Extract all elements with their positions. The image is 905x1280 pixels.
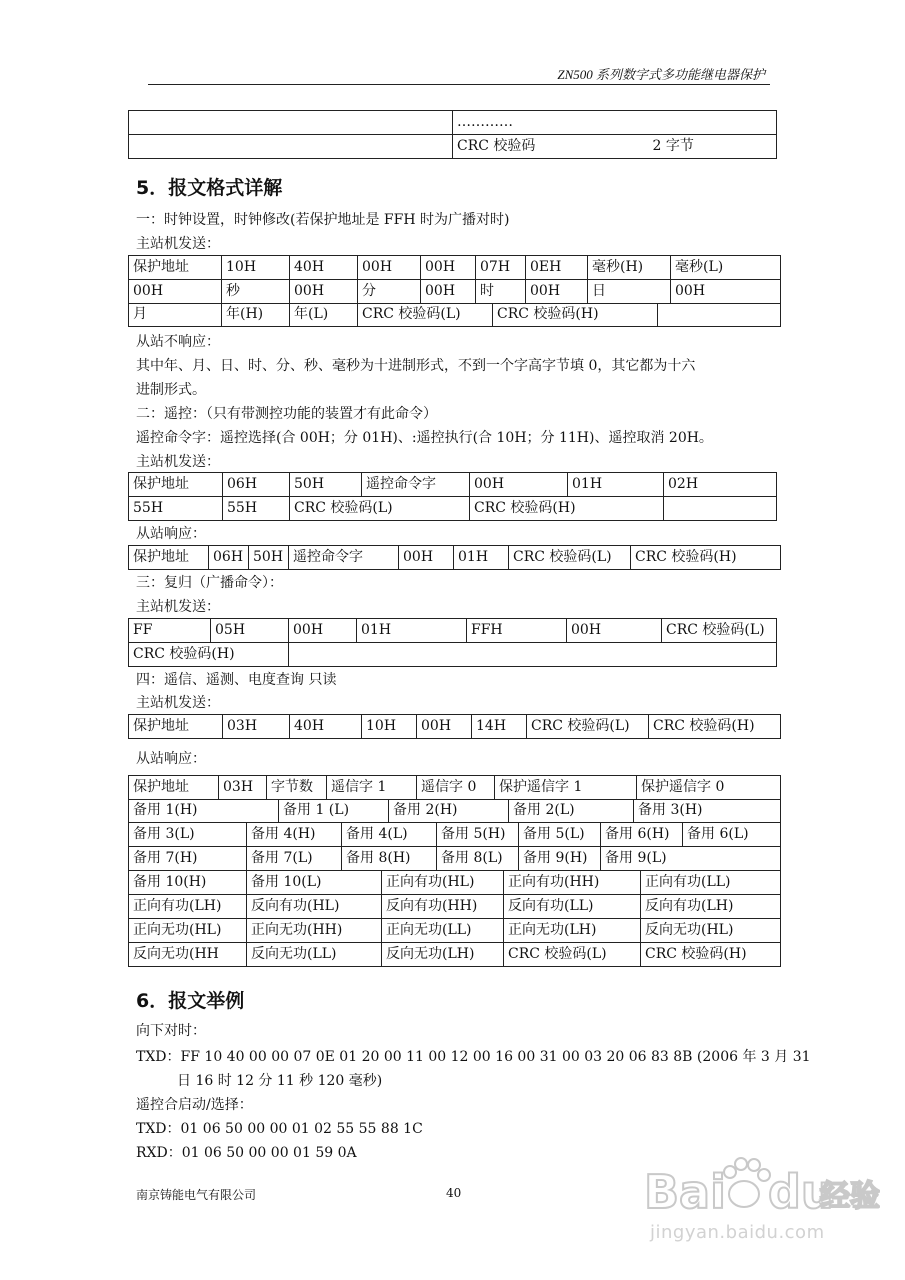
table-cell [664, 497, 777, 521]
table-cell: CRC 校验码(L) [504, 943, 641, 967]
table-row [129, 823, 781, 847]
remote-control-example-label: 遥控合启动/选择： [136, 1097, 253, 1113]
table-cell: 秒 [222, 280, 290, 304]
remote-control-cmd-desc: 遥控命令字：遥控选择(合 00H；分 01H)、:遥控执行(合 10H；分 11H)、遥控取消 20H。 [136, 430, 713, 446]
table-cell: ………… [453, 111, 777, 135]
table-cell: 备用 4(H) [247, 823, 342, 847]
table-cell: 备用 7(L) [247, 847, 342, 871]
table-cell: 03H [223, 715, 290, 739]
table-cell: CRC 校验码(L) [290, 497, 470, 521]
table-row [129, 643, 777, 667]
query-master-send-label: 主站机发送： [136, 695, 220, 711]
table-cell: 00H [526, 280, 588, 304]
table-cell: 备用 2(L) [509, 799, 634, 823]
table-cell: 01H [568, 473, 664, 497]
table-cell: 正向有功(HL) [382, 871, 504, 895]
table-cell: 00H [129, 280, 222, 304]
reset-master-send-label: 主站机发送： [136, 599, 220, 615]
table-cell: 年(H) [222, 303, 290, 327]
txd2-line: TXD：01 06 50 00 00 01 02 55 55 88 1C [136, 1121, 423, 1137]
table-row [129, 871, 781, 895]
table-row [129, 280, 781, 304]
table-cell: 正向有功(HH) [504, 871, 641, 895]
table-cell: 10H [362, 715, 417, 739]
table-cell: 备用 3(L) [129, 823, 247, 847]
section6-title: 6．报文举例 [136, 990, 245, 1012]
query-reply-row-1 [128, 775, 781, 800]
table-cell: 50H [249, 546, 289, 570]
table-row [129, 919, 781, 943]
table-cell: 反向有功(LL) [504, 895, 641, 919]
table-cell: 正向无功(HL) [129, 919, 247, 943]
table-cell: 正向无功(LH) [504, 919, 641, 943]
clock-command-table-row3 [128, 303, 781, 327]
table-cell: 反向无功(HH [129, 943, 247, 967]
table-cell: 遥信字 1 [327, 776, 417, 800]
table-cell [129, 111, 453, 135]
remote-control-intro: 二：遥控：（只有带测控功能的装置才有此命令） [136, 406, 437, 422]
time-sync-label: 向下对时： [136, 1023, 206, 1039]
footer-company: 南京铸能电气有限公司 [136, 1188, 257, 1202]
table-cell: 备用 5(L) [519, 823, 601, 847]
table-cell: 备用 3(H) [634, 799, 781, 823]
table-cell: 03H [219, 776, 267, 800]
table-cell: CRC 校验码(H) [631, 546, 781, 570]
txd1-line1: TXD：FF 10 40 00 00 07 0E 01 20 00 11 00 12 00 16 00 31 00 03 20 06 83 8B (2006 年 3 月 31 [136, 1049, 811, 1065]
table-cell: 保护遥信字 0 [637, 776, 781, 800]
query-intro: 四：遥信、遥测、电度查询 只读 [136, 672, 337, 688]
table-cell: 保护遥信字 1 [495, 776, 637, 800]
clock-master-send-label: 主站机发送： [136, 236, 220, 252]
table-cell: CRC 校验码(L) [527, 715, 649, 739]
table-cell: 00H [289, 619, 357, 643]
txd1-line2: 日 16 时 12 分 11 秒 120 毫秒) [177, 1073, 383, 1089]
table-cell: 00H [470, 473, 568, 497]
table-cell [289, 643, 777, 667]
table-cell: 备用 2(H) [389, 799, 509, 823]
table-cell: 02H [664, 473, 777, 497]
table-cell: 保护地址 [129, 715, 223, 739]
table-cell: 备用 6(H) [601, 823, 683, 847]
page-header-title: ZN500 系列数字式多功能继电器保护 [557, 67, 765, 82]
remote-control-master-send-label: 主站机发送： [136, 454, 220, 470]
watermark-bai-text: Bai [644, 1165, 726, 1219]
table-cell: 备用 10(H) [129, 871, 247, 895]
table-cell: 反向有功(HH) [382, 895, 504, 919]
table-cell: 备用 1 (L) [279, 799, 389, 823]
table-cell: CRC 校验码(H) [641, 943, 781, 967]
remote-control-send-table [128, 472, 777, 521]
table-cell: CRC 校验码(H) [129, 643, 289, 667]
table-cell: 00H [358, 256, 421, 280]
table-cell: 备用 9(H) [519, 847, 601, 871]
table-row [129, 256, 781, 280]
query-reply-row-3 [128, 823, 781, 847]
rxd2-line: RXD：01 06 50 00 00 01 59 0A [136, 1145, 357, 1161]
table-cell: CRC 校验码(H) [470, 497, 664, 521]
table-cell [658, 303, 781, 327]
table-cell: 备用 1(H) [129, 799, 279, 823]
table-cell: 2 字节 [649, 135, 777, 159]
table-cell: 40H [290, 715, 362, 739]
table-cell: 00H [417, 715, 472, 739]
table-cell: 正向无功(HH) [247, 919, 382, 943]
query-send-table [128, 714, 781, 739]
table-cell: 0EH [526, 256, 588, 280]
table-cell: 01H [357, 619, 467, 643]
table-cell: 遥信字 0 [417, 776, 495, 800]
table-row [129, 715, 781, 739]
table-cell: 反向无功(HL) [641, 919, 781, 943]
table-cell: CRC 校验码(L) [509, 546, 631, 570]
table-cell: 00H [399, 546, 454, 570]
query-reply-row-2 [128, 799, 781, 823]
table-cell: FFH [467, 619, 567, 643]
table-cell: 反向无功(LL) [247, 943, 382, 967]
table-cell: 01H [454, 546, 509, 570]
table-cell: 备用 8(H) [342, 847, 437, 871]
table-cell: 字节数 [267, 776, 327, 800]
table-cell: 分 [358, 280, 421, 304]
table-cell: 14H [472, 715, 527, 739]
table-cell: 40H [290, 256, 358, 280]
table-cell: 00H [421, 280, 476, 304]
table-cell: 备用 7(H) [129, 847, 247, 871]
table-cell: 06H [209, 546, 249, 570]
remote-control-reply-table [128, 545, 781, 570]
query-reply-row-4 [128, 847, 781, 871]
table-cell: CRC 校验码(H) [649, 715, 781, 739]
table-cell: CRC 校验码(H) [493, 303, 658, 327]
table-cell: 00H [421, 256, 476, 280]
table-cell: 00H [671, 280, 781, 304]
table-row [129, 943, 781, 967]
clock-intro: 一：时钟设置，时钟修改(若保护地址是 FFH 时为广播对时) [136, 212, 510, 228]
watermark-url: jingyan.baidu.com [650, 1222, 825, 1243]
remote-control-slave-reply-label: 从站响应： [136, 526, 206, 542]
table-row [129, 135, 777, 159]
table-cell: 反向无功(LH) [382, 943, 504, 967]
table-cell: 10H [222, 256, 290, 280]
table-row [129, 497, 777, 521]
table-cell: 保护地址 [129, 256, 222, 280]
table-cell: 毫秒(H) [588, 256, 671, 280]
table-cell: 时 [476, 280, 526, 304]
section5-title: 5．报文格式详解 [136, 177, 283, 199]
clock-note-line1: 其中年、月、日、时、分、秒、毫秒为十进制形式，不到一个字高字节填 0，其它都为十六 [136, 358, 696, 374]
table-row [129, 111, 777, 135]
table-cell: CRC 校验码(L) [662, 619, 777, 643]
table-cell: 07H [476, 256, 526, 280]
table-cell: CRC 校验码 [453, 135, 649, 159]
table-cell: 备用 9(L) [601, 847, 781, 871]
table-cell: 年(L) [290, 303, 358, 327]
table-cell: 00H [290, 280, 358, 304]
table-cell: 55H [223, 497, 290, 521]
query-slave-reply-label: 从站响应： [136, 751, 206, 767]
clock-command-table [128, 255, 781, 304]
table-cell: 备用 6(L) [683, 823, 781, 847]
table-row [129, 776, 781, 800]
table-cell: 55H [129, 497, 223, 521]
clock-note-line2: 进制形式。 [136, 382, 206, 398]
table-cell: CRC 校验码(L) [358, 303, 493, 327]
table-row [129, 895, 781, 919]
table-cell: 05H [211, 619, 289, 643]
footer-page-number: 40 [446, 1186, 462, 1200]
table-cell: FF [129, 619, 211, 643]
table-cell: 备用 4(L) [342, 823, 437, 847]
table-cell: 保护地址 [129, 473, 223, 497]
table-cell: 备用 8(L) [437, 847, 519, 871]
table-cell: 备用 10(L) [247, 871, 382, 895]
table-cell [129, 135, 453, 159]
table-row [129, 546, 781, 570]
table-cell: 06H [223, 473, 290, 497]
table-row [129, 799, 781, 823]
table-row [129, 303, 781, 327]
table-cell: 日 [588, 280, 671, 304]
table-cell: 保护地址 [129, 546, 209, 570]
header-rule [148, 84, 770, 85]
table-cell: 正向有功(LL) [641, 871, 781, 895]
table-row [129, 619, 777, 643]
table-cell: 正向无功(LL) [382, 919, 504, 943]
watermark-du-text: du [768, 1165, 834, 1219]
table-cell: 备用 5(H) [437, 823, 519, 847]
table-cell: 50H [290, 473, 362, 497]
table-cell: 遥控命令字 [362, 473, 470, 497]
table-cell: 正向有功(LH) [129, 895, 247, 919]
table-cell: 月 [129, 303, 222, 327]
table-cell: 反向有功(HL) [247, 895, 382, 919]
table-row [129, 473, 777, 497]
query-reply-row-5-8 [128, 871, 781, 967]
table-cell: 反向有功(LH) [641, 895, 781, 919]
reset-send-table [128, 618, 777, 667]
table-cell: 毫秒(L) [671, 256, 781, 280]
table-cell: 00H [567, 619, 662, 643]
table-row [129, 847, 781, 871]
top-continuation-table [128, 110, 777, 159]
table-cell: 遥控命令字 [289, 546, 399, 570]
clock-slave-no-reply: 从站不响应： [136, 334, 220, 350]
watermark-jingyan-text: 经验 [820, 1179, 880, 1214]
paw-icon [724, 1158, 770, 1207]
reset-intro: 三：复归（广播命令）： [136, 575, 283, 591]
table-cell: 保护地址 [129, 776, 219, 800]
